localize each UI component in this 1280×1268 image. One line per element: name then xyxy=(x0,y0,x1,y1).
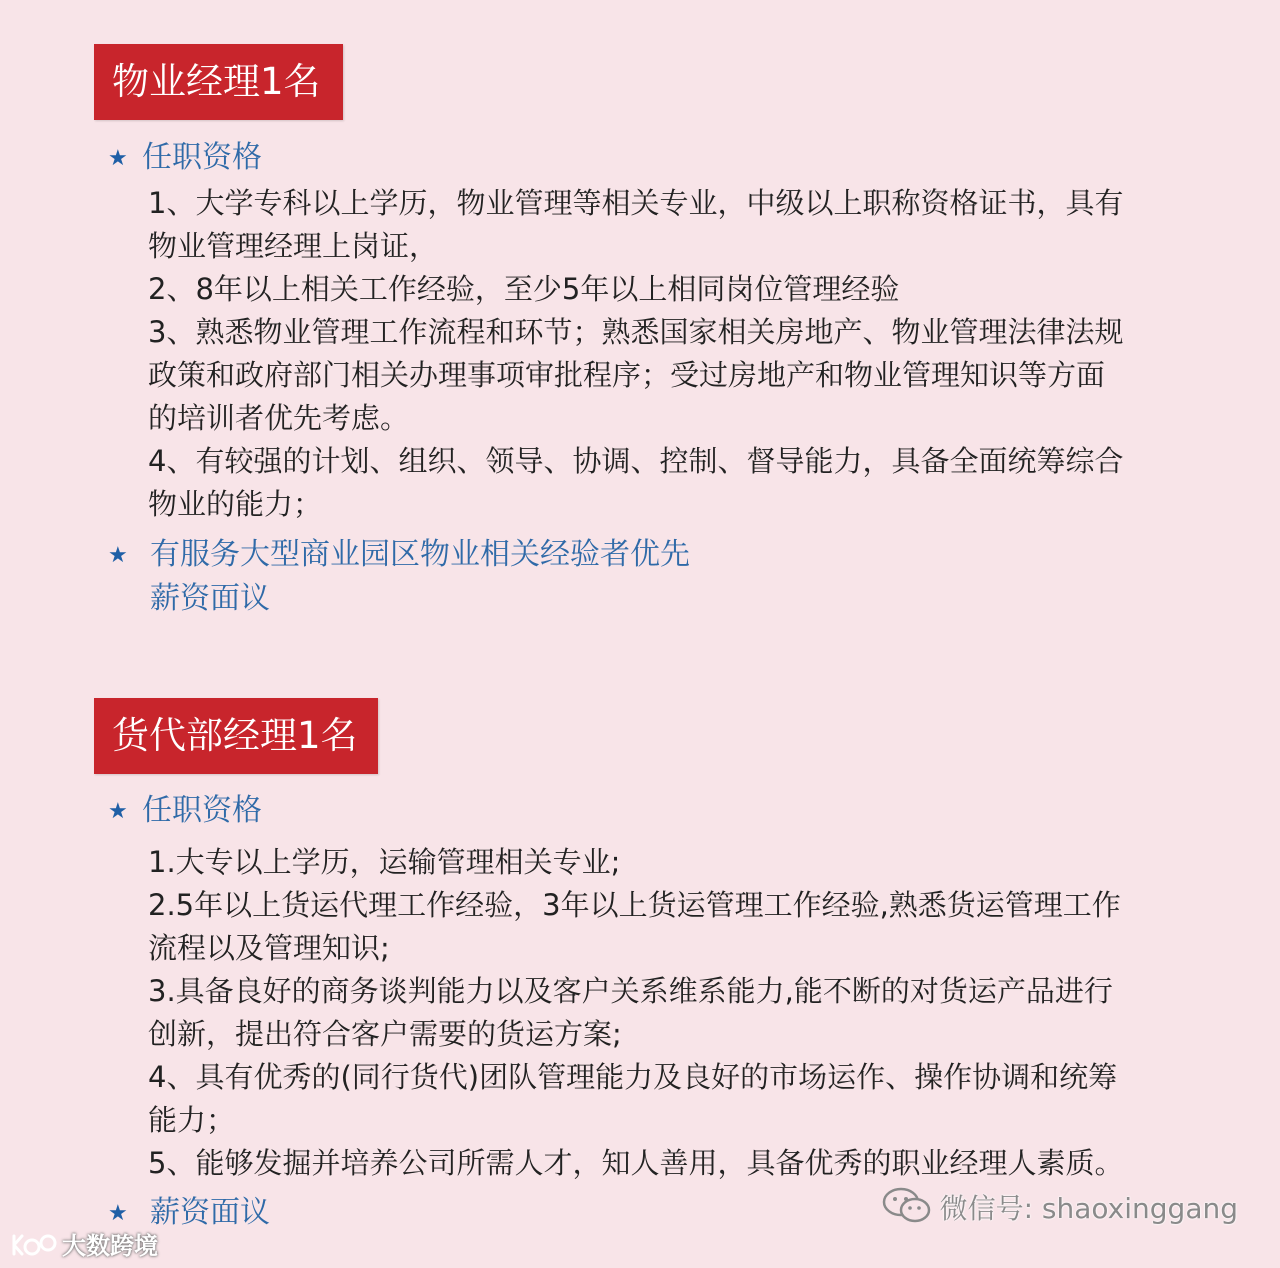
brand-logo xyxy=(10,1226,158,1264)
logo-text: 大数跨境 xyxy=(62,1232,158,1260)
requirement-line: 1.大专以上学历，运输管理相关专业; xyxy=(148,845,621,879)
requirement-line: 政策和政府部门相关办理事项审批程序；受过房地产和物业管理知识等方面 xyxy=(148,358,1106,392)
section2-title: 货代部经理1名 xyxy=(94,698,378,774)
requirement-line: 4、有较强的计划、组织、领导、协调、控制、督导能力，具备全面统筹综合 xyxy=(148,444,1124,478)
requirement-line: 创新，提出符合客户需要的货运方案; xyxy=(148,1017,622,1051)
requirement-line: 1、大学专科以上学历，物业管理等相关专业，中级以上职称资格证书，具有 xyxy=(148,186,1124,220)
qualifications-heading-label: 任职资格 xyxy=(142,793,262,828)
section2-qualifications-heading xyxy=(108,791,262,832)
section1-salary: 薪资面议 xyxy=(150,581,270,616)
preference-label: 有服务大型商业园区物业相关经验者优先 xyxy=(150,537,690,572)
section2-requirements xyxy=(148,841,1188,1185)
star-icon: ★ xyxy=(108,799,128,824)
wechat-icon xyxy=(882,1186,932,1231)
requirement-line: 物业管理经理上岗证， xyxy=(148,229,439,263)
star-icon: ★ xyxy=(108,146,128,171)
requirement-line: 2、8年以上相关工作经验，至少5年以上相同岗位管理经验 xyxy=(148,272,900,306)
salary-label: 薪资面议 xyxy=(150,1195,270,1230)
section1-requirements xyxy=(148,182,1188,526)
requirement-line: 2.5年以上货运代理工作经验，3年以上货运管理工作经验,熟悉货运管理工作 xyxy=(148,888,1121,922)
section1-qualifications-heading xyxy=(108,138,262,179)
logo-icon xyxy=(10,1232,58,1264)
requirement-line: 流程以及管理知识; xyxy=(148,931,390,965)
section1-title: 物业经理1名 xyxy=(94,44,343,120)
section1-preference xyxy=(108,535,690,576)
requirement-line: 的培训者优先考虑。 xyxy=(148,401,410,435)
star-icon: ★ xyxy=(108,1201,128,1226)
requirement-line: 物业的能力； xyxy=(148,487,323,521)
requirement-line: 4、具有优秀的(同行货代)团队管理能力及良好的市场运作、操作协调和统筹 xyxy=(148,1060,1118,1094)
requirement-line: 3、熟悉物业管理工作流程和环节；熟悉国家相关房地产、物业管理法律法规 xyxy=(148,315,1124,349)
star-icon: ★ xyxy=(108,543,128,568)
requirement-line: 3.具备良好的商务谈判能力以及客户关系维系能力,能不断的对货运产品进行 xyxy=(148,974,1113,1008)
requirement-line: 能力； xyxy=(148,1103,236,1137)
watermark-text: 微信号: shaoxinggang xyxy=(939,1192,1238,1225)
wechat-watermark xyxy=(882,1186,1238,1231)
requirement-line: 5、能够发掘并培养公司所需人才，知人善用，具备优秀的职业经理人素质。 xyxy=(148,1146,1124,1180)
qualifications-heading-label: 任职资格 xyxy=(142,140,262,175)
